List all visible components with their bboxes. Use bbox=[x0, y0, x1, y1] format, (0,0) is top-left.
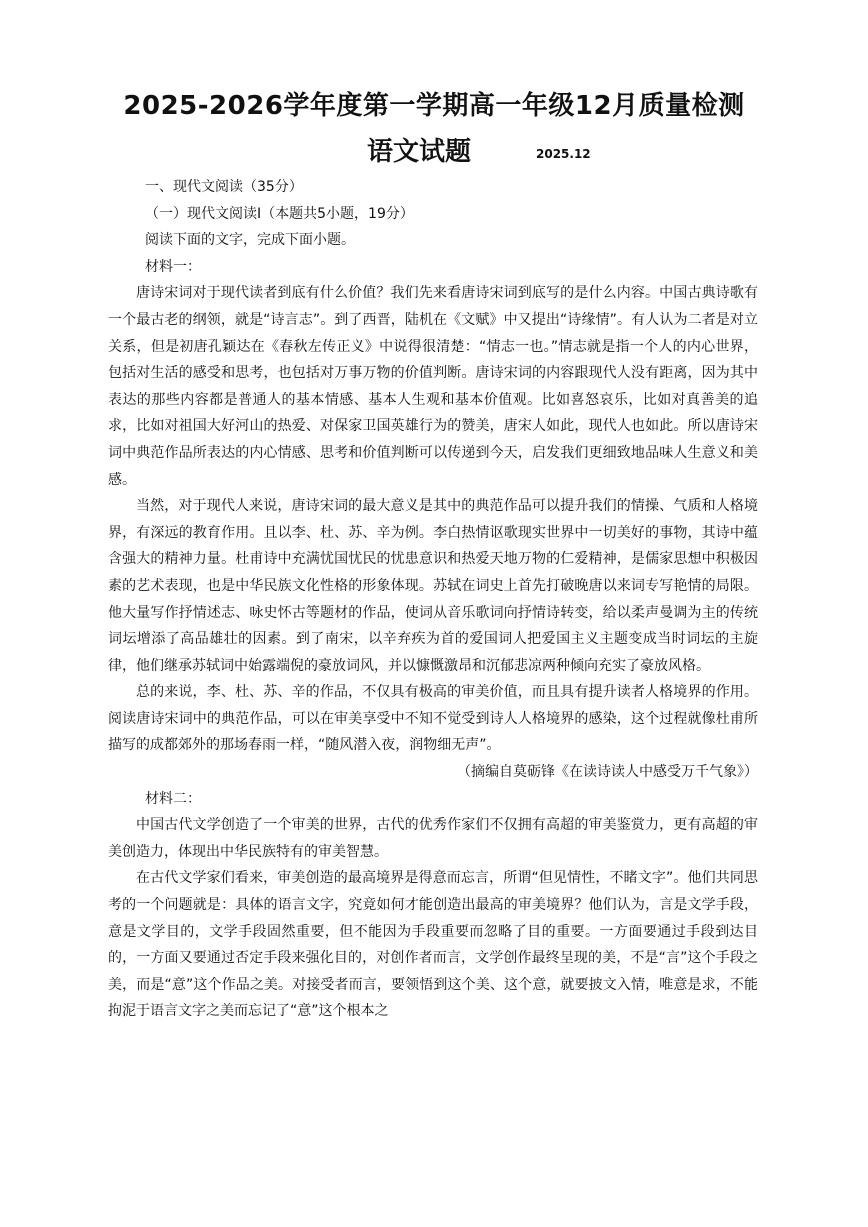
subsection-heading: （一）现代文阅读I（本题共5小题，19分） bbox=[145, 205, 414, 222]
material-1-paragraph: 当然，对于现代人来说，唐诗宋词的最大意义是其中的典范作品可以提升我们的情操、气质和人格境界，有深远的教育作用。且以李、杜、苏、辛为例。李白热情讴歌现实世界中一切美好的事物，其诗中蕴含强大的精神力量。杜甫诗中充满忧国忧民的忧患意识和热爱天地万物的仁爱精神，是儒家思想中积极因素的艺术表现，也是中华民族文化性格的形象体现。苏轼在词史上首先打破晚唐以来词专写艳情的局限。他大量写作抒情述志、咏史怀古等题材的作品，使词从音乐歌词向抒情诗转变，给以柔声曼调为主的传统词坛增添了高品雄壮的因素。到了南宋，以辛弃疾为首的爱国词人把爱国主义主题变成当时词坛的主旋律，他们继承苏轼词中始露端倪的豪放词风，并以慷慨激昂和沉郁悲凉两种倾向充实了豪放风格。 bbox=[108, 498, 758, 674]
material-2-paragraph: 中国古代文学创造了一个审美的世界，古代的优秀作家们不仅拥有高超的审美鉴赏力，更有高超的审美创造力，体现出中华民族特有的审美智慧。 bbox=[108, 817, 758, 860]
exam-title: 2025-2026学年度第一学期高一年级12月质量检测 bbox=[123, 91, 745, 121]
material-2-label: 材料二： bbox=[145, 790, 201, 807]
exam-date: 2025.12 bbox=[536, 147, 591, 161]
section-heading: 一、现代文阅读（35分） bbox=[145, 179, 303, 195]
exam-body bbox=[108, 174, 758, 1025]
exam-subject-title: 语文试题 bbox=[367, 137, 472, 167]
material-1-paragraph: 总的来说，李、杜、苏、辛的作品，不仅具有极高的审美价值，而且具有提升读者人格境界的作用。阅读唐诗宋词中的典范作品，可以在审美享受中不知不觉受到诗人人格境界的感染，这个过程就像杜甫所描写的成都郊外的那场春雨一样，“随风潜入夜，润物细无声”。 bbox=[108, 684, 758, 754]
material-1-source: （摘编自莫砺锋《在读诗读人中感受万千气象》） bbox=[457, 764, 758, 781]
reading-instruction: 阅读下面的文字，完成下面小题。 bbox=[145, 232, 355, 249]
material-2-paragraph: 在古代文学家们看来，审美创造的最高境界是得意而忘言，所谓“但见情性，不睹文字”。他们共同思考的一个问题就是：具体的语言文字，究竟如何才能创造出最高的审美境界？他们认为，言是文学手段，意是文学目的，文学手段固然重要，但不能因为手段重要而忽略了目的重要。一方面要通过手段到达目的，一方面又要通过否定手段来强化目的，对创作者而言，文学创作最终呈现的美，不是“言”这个手段之美，而是“意”这个作品之美。对接受者而言，要领悟到这个美、这个意，就要披文入情，唯意是求，不能拘泥于语言文字之美而忘记了“意”这个根本之 bbox=[108, 870, 758, 1020]
material-1-paragraph: 唐诗宋词对于现代读者到底有什么价值？我们先来看唐诗宋词到底写的是什么内容。中国古典诗歌有一个最古老的纲领，就是“诗言志”。到了西晋，陆机在《文赋》中又提出“诗缘情”。有人认为二者是对立关系，但是初唐孔颖达在《春秋左传正义》中说得很清楚：“情志一也。”情志就是指一个人的内心世界，包括对生活的感受和思考，也包括对万事万物的价值判断。唐诗宋词的内容跟现代人没有距离，因为其中表达的那些内容都是普通人的基本情感、基本人生观和基本价值观。比如喜怒哀乐，比如对真善美的追求，比如对祖国大好河山的热爱、对保家卫国英雄行为的赞美，唐宋人如此，现代人也如此。所以唐诗宋词中典范作品所表达的内心情感、思考和价值判断可以传递到今天，启发我们更细致地品味人生意义和美感。 bbox=[108, 285, 758, 488]
material-1-label: 材料一： bbox=[145, 258, 201, 275]
